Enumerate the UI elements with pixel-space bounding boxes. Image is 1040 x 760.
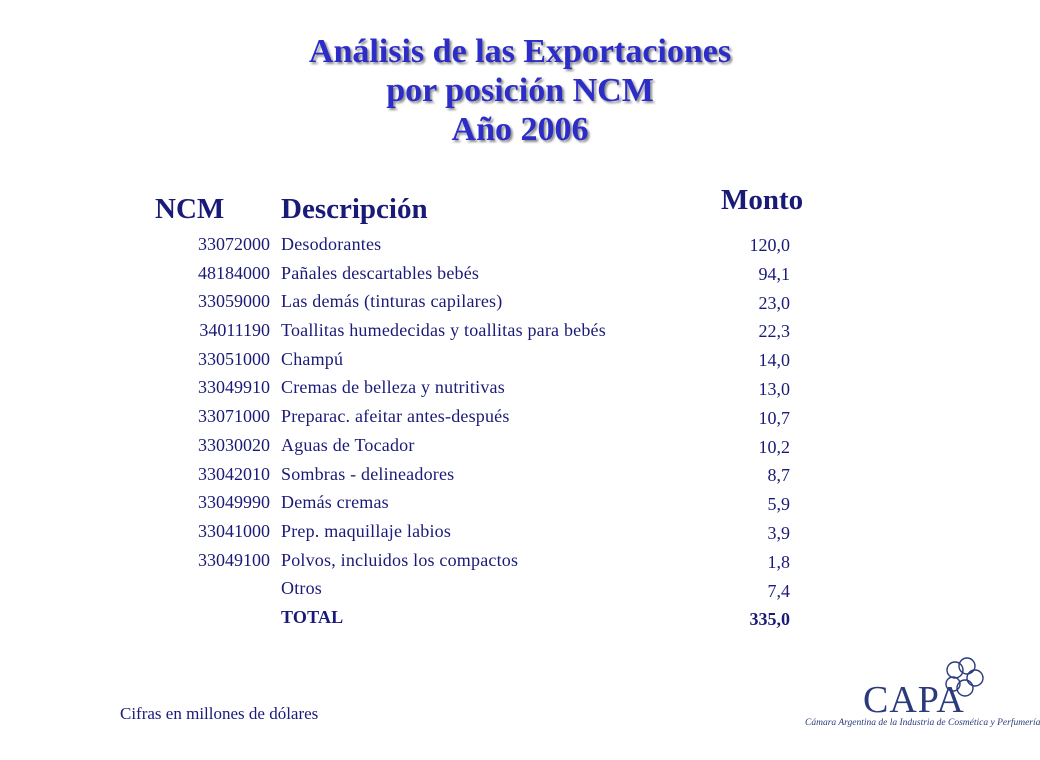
descripcion-cell: Champú bbox=[281, 348, 344, 369]
descripcion-cell: Las demás (tinturas capilares) bbox=[281, 291, 503, 312]
monto-column bbox=[700, 231, 790, 634]
descripcion-column bbox=[281, 230, 721, 632]
descripcion-cell: Polvos, incluidos los compactos bbox=[281, 549, 519, 570]
title-line-2: por posición NCM bbox=[386, 72, 654, 109]
title-line-1: Análisis de las Exportaciones bbox=[308, 33, 732, 70]
footnote: Cifras en millones de dólares bbox=[120, 704, 319, 723]
monto-cell: 10,7 bbox=[758, 407, 790, 428]
monto-cell: 120,0 bbox=[749, 235, 790, 255]
ncm-cell: 33072000 bbox=[198, 234, 270, 254]
logo-subtitle: Cámara Argentina de la Industria de Cosmética y Perfumería bbox=[805, 718, 1040, 728]
ncm-cell: 33051000 bbox=[198, 348, 270, 369]
ncm-cell: 33071000 bbox=[198, 406, 270, 427]
descripcion-cell: Preparac. afeitar antes-después bbox=[281, 406, 510, 427]
ncm-cell: 33049990 bbox=[198, 492, 270, 513]
descripcion-cell: Toallitas humedecidas y toallitas para bebés bbox=[281, 320, 606, 341]
capa-logo bbox=[805, 656, 1040, 736]
ncm-cell: 33030020 bbox=[198, 434, 270, 455]
descripcion-cell-total: TOTAL bbox=[281, 606, 344, 627]
monto-cell-total: 335,0 bbox=[749, 609, 790, 630]
descripcion-cell: Prep. maquillaje labios bbox=[281, 520, 452, 541]
ncm-cell: 34011190 bbox=[199, 320, 270, 341]
ncm-cell bbox=[140, 603, 270, 632]
ncm-cell: 33041000 bbox=[198, 520, 270, 541]
page-title bbox=[0, 32, 1040, 149]
ncm-cell bbox=[140, 574, 270, 603]
monto-cell-otros: 7,4 bbox=[767, 580, 790, 601]
monto-cell: 3,9 bbox=[767, 522, 790, 543]
ncm-cell: 33042010 bbox=[198, 463, 270, 484]
descripcion-cell: Cremas de belleza y nutritivas bbox=[281, 377, 505, 398]
title-line-3: Año 2006 bbox=[451, 111, 589, 148]
monto-cell: 8,7 bbox=[767, 465, 790, 486]
monto-cell: 10,2 bbox=[758, 436, 790, 457]
descripcion-cell: Sombras - delineadores bbox=[281, 463, 455, 484]
descripcion-cell: Demás cremas bbox=[281, 492, 389, 513]
monto-cell: 23,0 bbox=[758, 292, 790, 313]
descripcion-cell: Desodorantes bbox=[281, 234, 382, 254]
ncm-cell: 33059000 bbox=[198, 291, 270, 312]
descripcion-cell: Pañales descartables bebés bbox=[281, 262, 480, 283]
descripcion-cell-otros: Otros bbox=[281, 578, 322, 599]
descripcion-cell: Aguas de Tocador bbox=[281, 434, 415, 455]
ncm-cell: 48184000 bbox=[198, 262, 270, 283]
ncm-cell: 33049910 bbox=[198, 377, 270, 398]
header-ncm: NCM bbox=[155, 193, 225, 225]
ncm-column bbox=[140, 230, 270, 632]
monto-cell: 94,1 bbox=[758, 263, 790, 284]
header-monto: Monto bbox=[721, 184, 804, 216]
monto-cell: 1,8 bbox=[767, 551, 790, 572]
logo-name: CAPA bbox=[863, 679, 965, 721]
monto-cell: 13,0 bbox=[758, 378, 790, 399]
monto-cell: 14,0 bbox=[758, 350, 790, 371]
ncm-cell: 33049100 bbox=[198, 549, 270, 570]
monto-cell: 22,3 bbox=[758, 321, 790, 342]
header-descripcion: Descripción bbox=[281, 193, 428, 225]
monto-cell: 5,9 bbox=[767, 494, 790, 515]
